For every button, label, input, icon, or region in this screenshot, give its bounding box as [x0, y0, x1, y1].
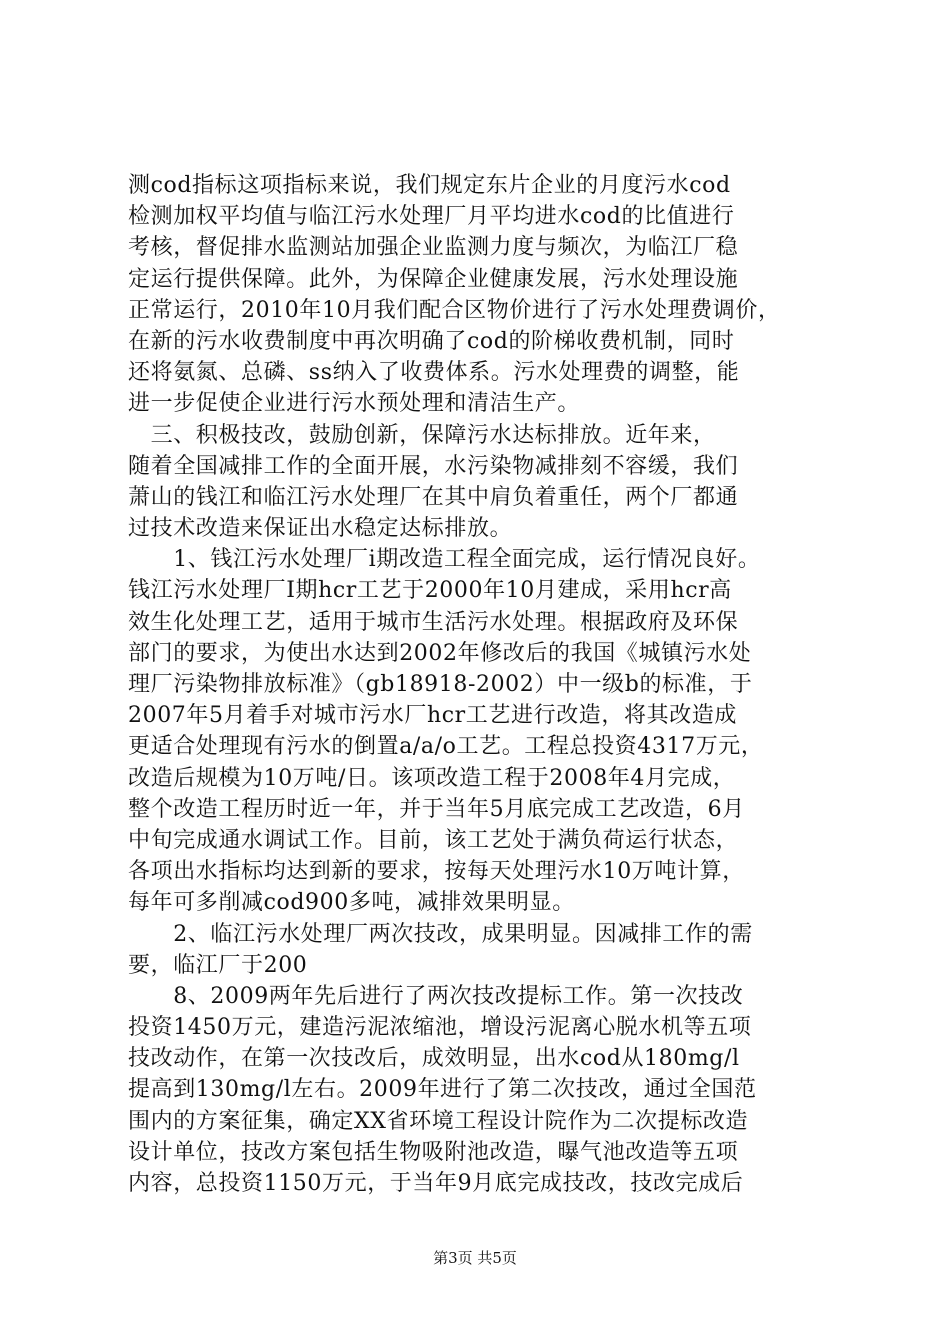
document-body [128, 170, 828, 1199]
text-line: 随着全国减排工作的全面开展，水污染物减排刻不容缓，我们 [128, 453, 739, 479]
text-line: 内容，总投资1150万元，于当年9月底完成技改，技改完成后 [128, 1171, 744, 1196]
text-line: 部门的要求，为使出水达到2002年修改后的我国《城镇污水处 [128, 640, 752, 666]
text-line: 还将氨氮、总磷、ss纳入了收费体系。污水处理费的调整，能 [128, 360, 740, 386]
text-line: 效生化处理工艺，适用于城市生活污水处理。根据政府及环保 [128, 609, 739, 635]
text-line: 进一步促使企业进行污水预处理和清洁生产。 [128, 391, 581, 417]
text-line: 2、临江污水处理厂两次技改，成果明显。因减排工作的需 [128, 921, 753, 947]
text-line: 1、钱江污水处理厂i期改造工程全面完成，运行情况良好。 [128, 547, 761, 573]
text-line: 检测加权平均值与临江污水处理厂月平均进水cod的比值进行 [128, 204, 735, 230]
text-line: 萧山的钱江和临江污水处理厂在其中肩负着重任，两个厂都通 [128, 484, 739, 510]
text-line: 每年可多削减cod900多吨，减排效果明显。 [128, 890, 575, 916]
text-line: 理厂污染物排放标准》（gb18918-2002）中一级b的标准，于 [128, 672, 753, 697]
text-line: 中旬完成通水调试工作。目前，该工艺处于满负荷运行状态， [128, 827, 739, 853]
text-line: 技改动作，在第一次技改后，成效明显，出水cod从180mg/l [128, 1046, 740, 1072]
text-line: 整个改造工程历时近一年，并于当年5月底完成工艺改造，6月 [128, 796, 745, 822]
text-line: 改造后规模为10万吨/日。该项改造工程于2008年4月完成， [128, 765, 736, 791]
text-line: 三、积极技改，鼓励创新，保障污水达标排放。近年来， [128, 422, 716, 448]
text-line: 正常运行，2010年10月我们配合区物价进行了污水处理费调价， [128, 297, 781, 323]
text-line: 投资1450万元，建造污泥浓缩池，增设污泥离心脱水机等五项 [128, 1015, 752, 1041]
text-line: 考核，督促排水监测站加强企业监测力度与频次，为临江厂稳 [128, 235, 739, 261]
text-line: 8、2009两年先后进行了两次技改提标工作。第一次技改 [128, 983, 744, 1009]
text-line: 在新的污水收费制度中再次明确了cod的阶梯收费机制，同时 [128, 328, 735, 354]
text-line: 设计单位，技改方案包括生物吸附池改造，曝气池改造等五项 [128, 1139, 739, 1165]
text-line: 要，临江厂于200 [128, 952, 308, 978]
text-line: 各项出水指标均达到新的要求，按每天处理污水10万吨计算， [128, 859, 745, 885]
text-line: 钱江污水处理厂Ⅰ期hcr工艺于2000年10月建成，采用hcr高 [128, 578, 732, 604]
text-line: 测cod指标这项指标来说，我们规定东片企业的月度污水cod [128, 173, 731, 198]
text-line: 围内的方案征集，确定XX省环境工程设计院作为二次提标改造 [128, 1108, 749, 1134]
text-line: 2007年5月着手对城市污水厂hcr工艺进行改造，将其改造成 [128, 703, 737, 729]
page-footer: 第3页 共5页 [433, 1249, 517, 1267]
text-line: 更适合处理现有污水的倒置a/a/o工艺。工程总投资4317万元， [128, 734, 764, 760]
text-line: 提高到130mg/l左右。2009年进行了第二次技改，通过全国范 [128, 1077, 757, 1103]
text-line: 过技术改造来保证出水稳定达标排放。 [128, 516, 513, 542]
text-line: 定运行提供保障。此外，为保障企业健康发展，污水处理设施 [128, 266, 739, 292]
